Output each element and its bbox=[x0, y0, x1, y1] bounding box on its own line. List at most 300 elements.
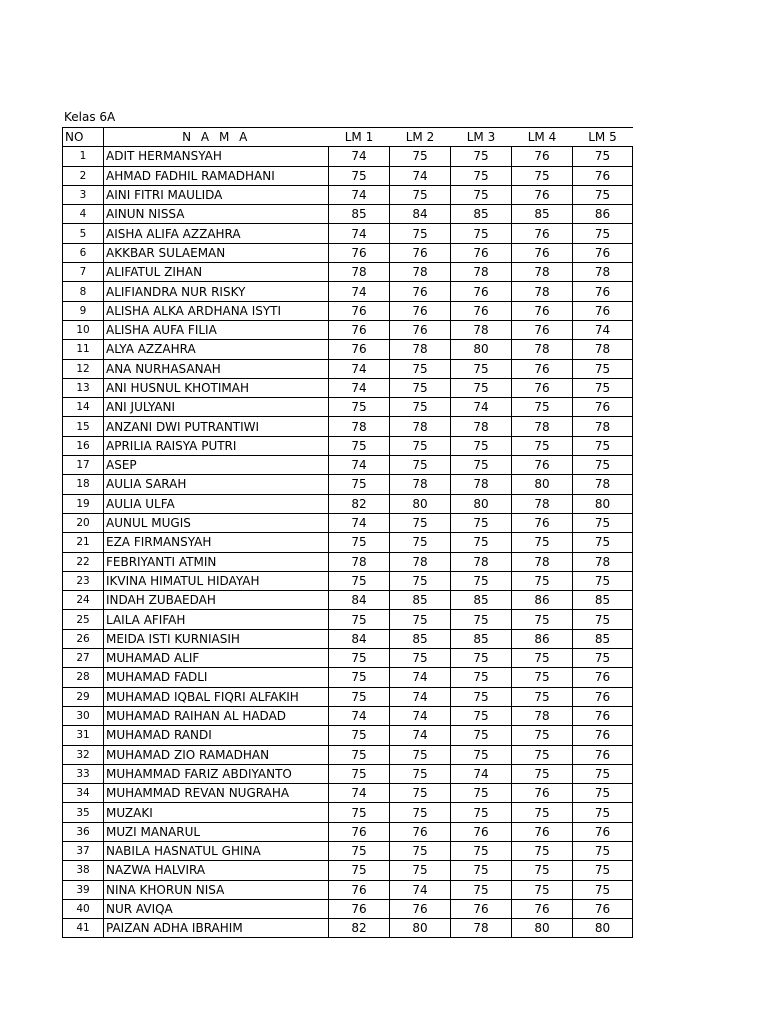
score-cell-lm4[interactable]: 80 bbox=[512, 919, 573, 938]
student-name-cell[interactable]: MUZAKI bbox=[104, 803, 329, 822]
score-cell-lm3[interactable]: 75 bbox=[451, 726, 512, 745]
row-number-cell[interactable]: 16 bbox=[63, 436, 104, 455]
score-cell-lm3[interactable]: 75 bbox=[451, 610, 512, 629]
score-cell-lm5[interactable]: 76 bbox=[573, 301, 633, 320]
score-cell-lm4[interactable]: 78 bbox=[512, 706, 573, 725]
score-cell-lm1[interactable]: 78 bbox=[329, 552, 390, 571]
score-cell-lm4[interactable]: 76 bbox=[512, 784, 573, 803]
row-number-cell[interactable]: 35 bbox=[63, 803, 104, 822]
row-number-cell[interactable]: 12 bbox=[63, 359, 104, 378]
score-cell-lm5[interactable]: 76 bbox=[573, 706, 633, 725]
score-cell-lm4[interactable]: 75 bbox=[512, 764, 573, 783]
score-cell-lm2[interactable]: 78 bbox=[390, 475, 451, 494]
score-cell-lm4[interactable]: 76 bbox=[512, 378, 573, 397]
score-cell-lm1[interactable]: 74 bbox=[329, 706, 390, 725]
score-cell-lm3[interactable]: 75 bbox=[451, 359, 512, 378]
header-row bbox=[63, 128, 633, 147]
row-number-cell[interactable]: 30 bbox=[63, 706, 104, 725]
score-cell-lm4[interactable]: 75 bbox=[512, 436, 573, 455]
score-cell-lm3[interactable]: 75 bbox=[451, 668, 512, 687]
student-name-cell[interactable]: ANI HUSNUL KHOTIMAH bbox=[104, 378, 329, 397]
score-cell-lm4[interactable]: 75 bbox=[512, 571, 573, 590]
score-cell-lm5[interactable]: 75 bbox=[573, 224, 633, 243]
score-cell-lm3[interactable]: 78 bbox=[451, 552, 512, 571]
score-cell-lm5[interactable]: 75 bbox=[573, 784, 633, 803]
score-cell-lm5[interactable]: 76 bbox=[573, 899, 633, 918]
row-number-cell[interactable]: 29 bbox=[63, 687, 104, 706]
score-cell-lm4[interactable]: 80 bbox=[512, 475, 573, 494]
score-cell-lm5[interactable]: 76 bbox=[573, 243, 633, 262]
student-name-cell[interactable]: AHMAD FADHIL RAMADHANI bbox=[104, 166, 329, 185]
student-name-cell[interactable]: EZA FIRMANSYAH bbox=[104, 533, 329, 552]
student-name-cell[interactable]: NABILA HASNATUL GHINA bbox=[104, 841, 329, 860]
score-cell-lm1[interactable]: 84 bbox=[329, 629, 390, 648]
score-cell-lm2[interactable]: 76 bbox=[390, 301, 451, 320]
score-cell-lm2[interactable]: 75 bbox=[390, 841, 451, 860]
score-cell-lm2[interactable]: 84 bbox=[390, 205, 451, 224]
row-number-cell[interactable]: 25 bbox=[63, 610, 104, 629]
score-cell-lm3[interactable]: 75 bbox=[451, 803, 512, 822]
score-cell-lm2[interactable]: 75 bbox=[390, 456, 451, 475]
score-cell-lm3[interactable]: 80 bbox=[451, 340, 512, 359]
score-cell-lm4[interactable]: 78 bbox=[512, 552, 573, 571]
score-cell-lm1[interactable]: 74 bbox=[329, 282, 390, 301]
score-cell-lm3[interactable]: 85 bbox=[451, 629, 512, 648]
score-cell-lm4[interactable]: 78 bbox=[512, 340, 573, 359]
row-number-cell[interactable]: 7 bbox=[63, 263, 104, 282]
score-cell-lm1[interactable]: 75 bbox=[329, 745, 390, 764]
table-row bbox=[63, 205, 633, 224]
score-cell-lm3[interactable]: 78 bbox=[451, 320, 512, 339]
table-row bbox=[63, 436, 633, 455]
score-cell-lm3[interactable]: 75 bbox=[451, 185, 512, 204]
score-cell-lm2[interactable]: 75 bbox=[390, 649, 451, 668]
score-cell-lm4[interactable]: 75 bbox=[512, 398, 573, 417]
score-cell-lm3[interactable]: 78 bbox=[451, 919, 512, 938]
row-number-cell[interactable]: 10 bbox=[63, 320, 104, 339]
score-cell-lm5[interactable]: 75 bbox=[573, 610, 633, 629]
student-name-cell[interactable]: AINI FITRI MAULIDA bbox=[104, 185, 329, 204]
score-cell-lm2[interactable]: 74 bbox=[390, 726, 451, 745]
score-cell-lm2[interactable]: 85 bbox=[390, 591, 451, 610]
score-cell-lm1[interactable]: 74 bbox=[329, 359, 390, 378]
score-cell-lm1[interactable]: 75 bbox=[329, 803, 390, 822]
row-number-cell[interactable]: 26 bbox=[63, 629, 104, 648]
score-cell-lm2[interactable]: 75 bbox=[390, 571, 451, 590]
row-number-cell[interactable]: 33 bbox=[63, 764, 104, 783]
row-number-cell[interactable]: 13 bbox=[63, 378, 104, 397]
score-cell-lm5[interactable]: 75 bbox=[573, 436, 633, 455]
score-cell-lm1[interactable]: 74 bbox=[329, 378, 390, 397]
student-name-cell[interactable]: MUZI MANARUL bbox=[104, 822, 329, 841]
score-cell-lm1[interactable]: 84 bbox=[329, 591, 390, 610]
row-number-cell[interactable]: 5 bbox=[63, 224, 104, 243]
score-cell-lm5[interactable]: 86 bbox=[573, 205, 633, 224]
score-cell-lm3[interactable]: 75 bbox=[451, 745, 512, 764]
score-cell-lm5[interactable]: 85 bbox=[573, 629, 633, 648]
header-no[interactable]: NO bbox=[63, 128, 104, 147]
student-name-cell[interactable]: AUNUL MUGIS bbox=[104, 513, 329, 532]
score-cell-lm1[interactable]: 75 bbox=[329, 687, 390, 706]
score-cell-lm3[interactable]: 76 bbox=[451, 243, 512, 262]
score-cell-lm5[interactable]: 75 bbox=[573, 147, 633, 166]
score-cell-lm1[interactable]: 75 bbox=[329, 610, 390, 629]
score-cell-lm3[interactable]: 85 bbox=[451, 591, 512, 610]
score-cell-lm3[interactable]: 80 bbox=[451, 494, 512, 513]
row-number-cell[interactable]: 32 bbox=[63, 745, 104, 764]
score-cell-lm2[interactable]: 78 bbox=[390, 263, 451, 282]
score-cell-lm4[interactable]: 78 bbox=[512, 263, 573, 282]
score-cell-lm1[interactable]: 74 bbox=[329, 224, 390, 243]
score-cell-lm1[interactable]: 85 bbox=[329, 205, 390, 224]
score-cell-lm4[interactable]: 75 bbox=[512, 880, 573, 899]
row-number-cell[interactable]: 37 bbox=[63, 841, 104, 860]
score-cell-lm3[interactable]: 75 bbox=[451, 649, 512, 668]
score-cell-lm4[interactable]: 86 bbox=[512, 629, 573, 648]
score-cell-lm5[interactable]: 75 bbox=[573, 803, 633, 822]
score-cell-lm5[interactable]: 75 bbox=[573, 533, 633, 552]
score-cell-lm2[interactable]: 74 bbox=[390, 668, 451, 687]
student-name-cell[interactable]: LAILA AFIFAH bbox=[104, 610, 329, 629]
score-cell-lm4[interactable]: 75 bbox=[512, 649, 573, 668]
score-cell-lm2[interactable]: 75 bbox=[390, 378, 451, 397]
score-cell-lm4[interactable]: 76 bbox=[512, 822, 573, 841]
row-number-cell[interactable]: 39 bbox=[63, 880, 104, 899]
score-cell-lm4[interactable]: 75 bbox=[512, 861, 573, 880]
header-lm1[interactable]: LM 1 bbox=[329, 128, 390, 147]
student-name-cell[interactable]: MUHAMMAD REVAN NUGRAHA bbox=[104, 784, 329, 803]
score-cell-lm1[interactable]: 75 bbox=[329, 475, 390, 494]
score-cell-lm2[interactable]: 75 bbox=[390, 861, 451, 880]
score-cell-lm3[interactable]: 75 bbox=[451, 166, 512, 185]
score-cell-lm3[interactable]: 76 bbox=[451, 282, 512, 301]
score-cell-lm4[interactable]: 85 bbox=[512, 205, 573, 224]
row-number-cell[interactable]: 6 bbox=[63, 243, 104, 262]
score-cell-lm5[interactable]: 75 bbox=[573, 571, 633, 590]
table-row bbox=[63, 552, 633, 571]
row-number-cell[interactable]: 40 bbox=[63, 899, 104, 918]
row-number-cell[interactable]: 14 bbox=[63, 398, 104, 417]
student-name-cell[interactable]: NAZWA HALVIRA bbox=[104, 861, 329, 880]
score-cell-lm1[interactable]: 75 bbox=[329, 571, 390, 590]
student-name-cell[interactable]: ADIT HERMANSYAH bbox=[104, 147, 329, 166]
score-cell-lm1[interactable]: 75 bbox=[329, 398, 390, 417]
score-cell-lm3[interactable]: 74 bbox=[451, 764, 512, 783]
score-cell-lm2[interactable]: 75 bbox=[390, 764, 451, 783]
score-cell-lm2[interactable]: 75 bbox=[390, 745, 451, 764]
score-cell-lm2[interactable]: 74 bbox=[390, 706, 451, 725]
row-number-cell[interactable]: 4 bbox=[63, 205, 104, 224]
score-cell-lm1[interactable]: 76 bbox=[329, 301, 390, 320]
row-number-cell[interactable]: 28 bbox=[63, 668, 104, 687]
score-cell-lm5[interactable]: 76 bbox=[573, 726, 633, 745]
score-cell-lm5[interactable]: 75 bbox=[573, 880, 633, 899]
row-number-cell[interactable]: 3 bbox=[63, 185, 104, 204]
score-cell-lm2[interactable]: 74 bbox=[390, 880, 451, 899]
row-number-cell[interactable]: 41 bbox=[63, 919, 104, 938]
score-cell-lm1[interactable]: 78 bbox=[329, 417, 390, 436]
score-cell-lm5[interactable]: 80 bbox=[573, 494, 633, 513]
student-name-cell[interactable]: ANA NURHASANAH bbox=[104, 359, 329, 378]
score-cell-lm2[interactable]: 75 bbox=[390, 610, 451, 629]
score-cell-lm3[interactable]: 76 bbox=[451, 822, 512, 841]
row-number-cell[interactable]: 19 bbox=[63, 494, 104, 513]
score-cell-lm4[interactable]: 78 bbox=[512, 494, 573, 513]
score-cell-lm4[interactable]: 86 bbox=[512, 591, 573, 610]
score-cell-lm1[interactable]: 82 bbox=[329, 919, 390, 938]
score-cell-lm4[interactable]: 75 bbox=[512, 610, 573, 629]
score-cell-lm4[interactable]: 76 bbox=[512, 185, 573, 204]
score-cell-lm2[interactable]: 75 bbox=[390, 147, 451, 166]
score-cell-lm5[interactable]: 75 bbox=[573, 764, 633, 783]
student-name-cell[interactable]: MUHAMAD RANDI bbox=[104, 726, 329, 745]
score-cell-lm4[interactable]: 75 bbox=[512, 533, 573, 552]
row-number-cell[interactable]: 24 bbox=[63, 591, 104, 610]
score-cell-lm5[interactable]: 78 bbox=[573, 340, 633, 359]
score-cell-lm2[interactable]: 75 bbox=[390, 803, 451, 822]
score-cell-lm4[interactable]: 75 bbox=[512, 166, 573, 185]
score-cell-lm3[interactable]: 78 bbox=[451, 475, 512, 494]
score-cell-lm1[interactable]: 82 bbox=[329, 494, 390, 513]
student-name-cell[interactable]: MUHAMAD RAIHAN AL HADAD bbox=[104, 706, 329, 725]
score-cell-lm4[interactable]: 76 bbox=[512, 147, 573, 166]
row-number-cell[interactable]: 15 bbox=[63, 417, 104, 436]
student-name-cell[interactable]: MUHAMAD ZIO RAMADHAN bbox=[104, 745, 329, 764]
score-cell-lm3[interactable]: 75 bbox=[451, 147, 512, 166]
score-cell-lm4[interactable]: 76 bbox=[512, 243, 573, 262]
score-cell-lm5[interactable]: 75 bbox=[573, 649, 633, 668]
student-name-cell[interactable]: ANZANI DWI PUTRANTIWI bbox=[104, 417, 329, 436]
score-cell-lm5[interactable]: 75 bbox=[573, 513, 633, 532]
row-number-cell[interactable]: 38 bbox=[63, 861, 104, 880]
row-number-cell[interactable]: 20 bbox=[63, 513, 104, 532]
student-name-cell[interactable]: MUHAMAD FADLI bbox=[104, 668, 329, 687]
score-cell-lm5[interactable]: 74 bbox=[573, 320, 633, 339]
student-name-cell[interactable]: PAIZAN ADHA IBRAHIM bbox=[104, 919, 329, 938]
score-cell-lm1[interactable]: 75 bbox=[329, 861, 390, 880]
score-cell-lm5[interactable]: 76 bbox=[573, 745, 633, 764]
score-cell-lm5[interactable]: 80 bbox=[573, 919, 633, 938]
score-cell-lm4[interactable]: 76 bbox=[512, 899, 573, 918]
row-number-cell[interactable]: 17 bbox=[63, 456, 104, 475]
score-cell-lm5[interactable]: 78 bbox=[573, 263, 633, 282]
score-cell-lm3[interactable]: 75 bbox=[451, 378, 512, 397]
score-cell-lm3[interactable]: 75 bbox=[451, 513, 512, 532]
score-cell-lm1[interactable]: 75 bbox=[329, 533, 390, 552]
score-cell-lm4[interactable]: 75 bbox=[512, 745, 573, 764]
student-name-cell[interactable]: IKVINA HIMATUL HIDAYAH bbox=[104, 571, 329, 590]
score-cell-lm5[interactable]: 75 bbox=[573, 185, 633, 204]
student-name-cell[interactable]: MUHAMAD ALIF bbox=[104, 649, 329, 668]
student-name-cell[interactable]: INDAH ZUBAEDAH bbox=[104, 591, 329, 610]
student-name-cell[interactable]: MUHAMMAD FARIZ ABDIYANTO bbox=[104, 764, 329, 783]
score-cell-lm1[interactable]: 76 bbox=[329, 822, 390, 841]
score-cell-lm5[interactable]: 75 bbox=[573, 841, 633, 860]
score-cell-lm2[interactable]: 75 bbox=[390, 784, 451, 803]
row-number-cell[interactable]: 31 bbox=[63, 726, 104, 745]
score-cell-lm4[interactable]: 75 bbox=[512, 841, 573, 860]
score-cell-lm3[interactable]: 75 bbox=[451, 571, 512, 590]
score-cell-lm1[interactable]: 74 bbox=[329, 456, 390, 475]
student-name-cell[interactable]: NINA KHORUN NISA bbox=[104, 880, 329, 899]
student-name-cell[interactable]: ALIFATUL ZIHAN bbox=[104, 263, 329, 282]
score-cell-lm1[interactable]: 76 bbox=[329, 340, 390, 359]
row-number-cell[interactable]: 36 bbox=[63, 822, 104, 841]
row-number-cell[interactable]: 2 bbox=[63, 166, 104, 185]
score-cell-lm3[interactable]: 75 bbox=[451, 436, 512, 455]
table-row bbox=[63, 398, 633, 417]
student-name-cell[interactable]: AISHA ALIFA AZZAHRA bbox=[104, 224, 329, 243]
score-cell-lm2[interactable]: 80 bbox=[390, 494, 451, 513]
score-cell-lm5[interactable]: 75 bbox=[573, 378, 633, 397]
score-cell-lm2[interactable]: 76 bbox=[390, 243, 451, 262]
header-lm3[interactable]: LM 3 bbox=[451, 128, 512, 147]
score-cell-lm1[interactable]: 75 bbox=[329, 436, 390, 455]
score-cell-lm1[interactable]: 78 bbox=[329, 263, 390, 282]
score-cell-lm4[interactable]: 78 bbox=[512, 417, 573, 436]
score-cell-lm5[interactable]: 75 bbox=[573, 861, 633, 880]
score-cell-lm1[interactable]: 75 bbox=[329, 166, 390, 185]
score-cell-lm4[interactable]: 75 bbox=[512, 668, 573, 687]
score-cell-lm2[interactable]: 74 bbox=[390, 687, 451, 706]
student-name-cell[interactable]: ALISHA AUFA FILIA bbox=[104, 320, 329, 339]
student-name-cell[interactable]: FEBRIYANTI ATMIN bbox=[104, 552, 329, 571]
row-number-cell[interactable]: 27 bbox=[63, 649, 104, 668]
score-cell-lm3[interactable]: 75 bbox=[451, 841, 512, 860]
score-cell-lm1[interactable]: 75 bbox=[329, 668, 390, 687]
score-cell-lm3[interactable]: 85 bbox=[451, 205, 512, 224]
score-cell-lm3[interactable]: 74 bbox=[451, 398, 512, 417]
score-cell-lm5[interactable]: 76 bbox=[573, 668, 633, 687]
score-cell-lm5[interactable]: 76 bbox=[573, 687, 633, 706]
student-name-cell[interactable]: ASEP bbox=[104, 456, 329, 475]
row-number-cell[interactable]: 1 bbox=[63, 147, 104, 166]
row-number-cell[interactable]: 22 bbox=[63, 552, 104, 571]
score-cell-lm5[interactable]: 76 bbox=[573, 822, 633, 841]
score-cell-lm1[interactable]: 76 bbox=[329, 243, 390, 262]
row-number-cell[interactable]: 34 bbox=[63, 784, 104, 803]
score-cell-lm3[interactable]: 75 bbox=[451, 880, 512, 899]
student-name-cell[interactable]: ALISHA ALKA ARDHANA ISYTI bbox=[104, 301, 329, 320]
score-cell-lm4[interactable]: 76 bbox=[512, 359, 573, 378]
score-cell-lm2[interactable]: 78 bbox=[390, 417, 451, 436]
score-cell-lm4[interactable]: 75 bbox=[512, 726, 573, 745]
score-cell-lm2[interactable]: 80 bbox=[390, 919, 451, 938]
score-cell-lm2[interactable]: 85 bbox=[390, 629, 451, 648]
score-cell-lm5[interactable]: 75 bbox=[573, 456, 633, 475]
score-cell-lm1[interactable]: 75 bbox=[329, 841, 390, 860]
score-cell-lm1[interactable]: 76 bbox=[329, 899, 390, 918]
score-cell-lm2[interactable]: 75 bbox=[390, 533, 451, 552]
student-name-cell[interactable]: MEIDA ISTI KURNIASIH bbox=[104, 629, 329, 648]
student-name-cell[interactable]: APRILIA RAISYA PUTRI bbox=[104, 436, 329, 455]
score-cell-lm2[interactable]: 78 bbox=[390, 340, 451, 359]
score-cell-lm1[interactable]: 76 bbox=[329, 320, 390, 339]
student-name-cell[interactable]: NUR AVIQA bbox=[104, 899, 329, 918]
score-cell-lm4[interactable]: 76 bbox=[512, 301, 573, 320]
score-cell-lm4[interactable]: 76 bbox=[512, 456, 573, 475]
score-cell-lm1[interactable]: 76 bbox=[329, 880, 390, 899]
score-cell-lm4[interactable]: 75 bbox=[512, 803, 573, 822]
student-name-cell[interactable]: AULIA SARAH bbox=[104, 475, 329, 494]
score-cell-lm1[interactable]: 75 bbox=[329, 764, 390, 783]
score-cell-lm1[interactable]: 74 bbox=[329, 185, 390, 204]
table-row bbox=[63, 147, 633, 166]
score-cell-lm3[interactable]: 76 bbox=[451, 899, 512, 918]
score-cell-lm2[interactable]: 76 bbox=[390, 899, 451, 918]
score-cell-lm2[interactable]: 76 bbox=[390, 282, 451, 301]
score-cell-lm4[interactable]: 76 bbox=[512, 320, 573, 339]
score-cell-lm5[interactable]: 78 bbox=[573, 475, 633, 494]
score-cell-lm4[interactable]: 76 bbox=[512, 224, 573, 243]
score-cell-lm4[interactable]: 76 bbox=[512, 513, 573, 532]
score-cell-lm3[interactable]: 78 bbox=[451, 263, 512, 282]
score-cell-lm4[interactable]: 78 bbox=[512, 282, 573, 301]
row-number-cell[interactable]: 18 bbox=[63, 475, 104, 494]
score-cell-lm2[interactable]: 75 bbox=[390, 185, 451, 204]
score-cell-lm2[interactable]: 76 bbox=[390, 822, 451, 841]
header-lm4[interactable]: LM 4 bbox=[512, 128, 573, 147]
student-name-cell[interactable]: ALIFIANDRA NUR RISKY bbox=[104, 282, 329, 301]
score-cell-lm5[interactable]: 75 bbox=[573, 359, 633, 378]
score-cell-lm1[interactable]: 74 bbox=[329, 513, 390, 532]
score-cell-lm1[interactable]: 75 bbox=[329, 726, 390, 745]
header-lm2[interactable]: LM 2 bbox=[390, 128, 451, 147]
student-name-cell[interactable]: AINUN NISSA bbox=[104, 205, 329, 224]
score-cell-lm5[interactable]: 76 bbox=[573, 166, 633, 185]
row-number-cell[interactable]: 8 bbox=[63, 282, 104, 301]
score-cell-lm3[interactable]: 75 bbox=[451, 784, 512, 803]
student-name-cell[interactable]: ANI JULYANI bbox=[104, 398, 329, 417]
score-cell-lm1[interactable]: 75 bbox=[329, 649, 390, 668]
score-cell-lm2[interactable]: 75 bbox=[390, 436, 451, 455]
score-cell-lm2[interactable]: 76 bbox=[390, 320, 451, 339]
score-cell-lm2[interactable]: 74 bbox=[390, 166, 451, 185]
score-cell-lm2[interactable]: 75 bbox=[390, 359, 451, 378]
student-name-cell[interactable]: AULIA ULFA bbox=[104, 494, 329, 513]
student-name-cell[interactable]: MUHAMAD IQBAL FIQRI ALFAKIH bbox=[104, 687, 329, 706]
header-lm5[interactable]: LM 5 bbox=[573, 128, 633, 147]
score-cell-lm2[interactable]: 78 bbox=[390, 552, 451, 571]
student-name-cell[interactable]: AKKBAR SULAEMAN bbox=[104, 243, 329, 262]
score-cell-lm3[interactable]: 75 bbox=[451, 861, 512, 880]
score-cell-lm2[interactable]: 75 bbox=[390, 398, 451, 417]
header-nama[interactable]: N A M A bbox=[104, 128, 329, 147]
row-number-cell[interactable]: 11 bbox=[63, 340, 104, 359]
score-cell-lm5[interactable]: 76 bbox=[573, 282, 633, 301]
score-cell-lm3[interactable]: 78 bbox=[451, 417, 512, 436]
score-cell-lm3[interactable]: 75 bbox=[451, 533, 512, 552]
score-cell-lm5[interactable]: 78 bbox=[573, 417, 633, 436]
score-cell-lm3[interactable]: 75 bbox=[451, 706, 512, 725]
score-cell-lm1[interactable]: 74 bbox=[329, 147, 390, 166]
score-cell-lm3[interactable]: 75 bbox=[451, 456, 512, 475]
score-cell-lm3[interactable]: 76 bbox=[451, 301, 512, 320]
score-cell-lm5[interactable]: 78 bbox=[573, 552, 633, 571]
score-cell-lm3[interactable]: 75 bbox=[451, 224, 512, 243]
score-cell-lm5[interactable]: 76 bbox=[573, 398, 633, 417]
score-cell-lm3[interactable]: 75 bbox=[451, 687, 512, 706]
student-name-cell[interactable]: ALYA AZZAHRA bbox=[104, 340, 329, 359]
row-number-cell[interactable]: 23 bbox=[63, 571, 104, 590]
score-cell-lm5[interactable]: 85 bbox=[573, 591, 633, 610]
row-number-cell[interactable]: 21 bbox=[63, 533, 104, 552]
score-cell-lm4[interactable]: 75 bbox=[512, 687, 573, 706]
score-cell-lm1[interactable]: 74 bbox=[329, 784, 390, 803]
row-number-cell[interactable]: 9 bbox=[63, 301, 104, 320]
score-cell-lm2[interactable]: 75 bbox=[390, 513, 451, 532]
score-cell-lm2[interactable]: 75 bbox=[390, 224, 451, 243]
